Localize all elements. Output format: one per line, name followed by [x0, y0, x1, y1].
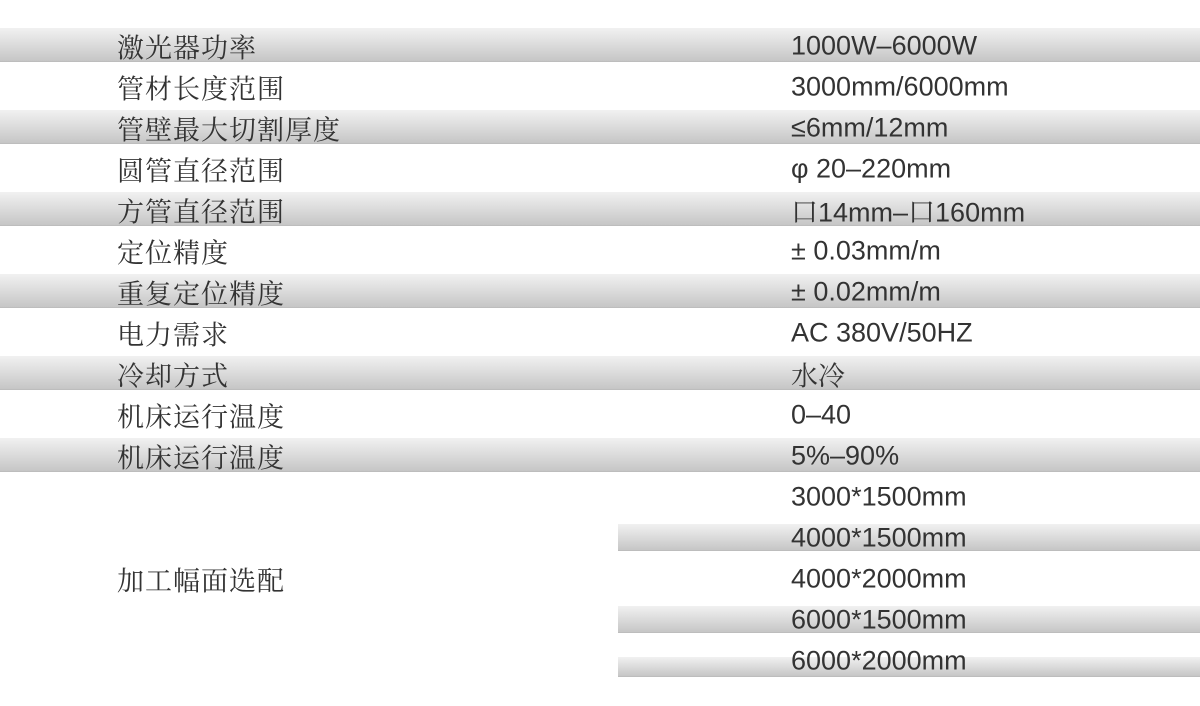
group-option-row — [0, 476, 1200, 517]
spec-row — [0, 353, 1200, 394]
spec-row — [0, 148, 1200, 189]
spec-row — [0, 394, 1200, 435]
spec-row — [0, 25, 1200, 66]
group-option-value: 6000*2000mm — [791, 645, 967, 675]
spec-value: 水冷 — [791, 361, 845, 391]
spec-value: ± 0.03mm/m — [791, 235, 941, 265]
spec-label: 机床运行温度 — [117, 443, 285, 473]
spec-value: 1000W–6000W — [791, 30, 978, 60]
spec-rows — [0, 25, 1200, 476]
spec-value: AC 380V/50HZ — [791, 317, 973, 347]
group-label: 加工幅面选配 — [117, 566, 285, 596]
spec-row — [0, 230, 1200, 271]
spec-row — [0, 435, 1200, 476]
spec-row — [0, 107, 1200, 148]
spec-value: 口14mm–口160mm — [791, 197, 1026, 227]
spec-row — [0, 66, 1200, 107]
spec-label: 重复定位精度 — [117, 279, 285, 309]
spec-row — [0, 312, 1200, 353]
spec-label: 冷却方式 — [117, 361, 229, 391]
spec-value: ≤6mm/12mm — [791, 112, 949, 142]
spec-value: φ 20–220mm — [791, 153, 952, 183]
spec-label: 管材长度范围 — [117, 74, 285, 104]
spec-row — [0, 271, 1200, 312]
spec-label: 圆管直径范围 — [117, 156, 285, 186]
spec-label: 激光器功率 — [117, 33, 257, 63]
spec-label: 定位精度 — [117, 238, 229, 268]
group-option-value: 4000*1500mm — [791, 522, 967, 552]
group-option-value: 6000*1500mm — [791, 604, 967, 634]
group-option-value: 4000*2000mm — [791, 563, 967, 593]
spec-label: 方管直径范围 — [117, 197, 285, 227]
work-area-group — [0, 476, 1200, 681]
spec-value: 3000mm/6000mm — [791, 71, 1009, 101]
spec-value: 0–40 — [791, 399, 852, 429]
group-option-row — [0, 517, 1200, 558]
spec-value: ± 0.02mm/m — [791, 276, 941, 306]
spec-row — [0, 189, 1200, 230]
group-option-value: 3000*1500mm — [791, 481, 967, 511]
spec-label: 管壁最大切割厚度 — [117, 115, 341, 145]
spec-value: 5%–90% — [791, 440, 900, 470]
spec-label: 机床运行温度 — [117, 402, 285, 432]
spec-label: 电力需求 — [117, 320, 229, 350]
group-option-row — [0, 640, 1200, 681]
group-option-row — [0, 599, 1200, 640]
